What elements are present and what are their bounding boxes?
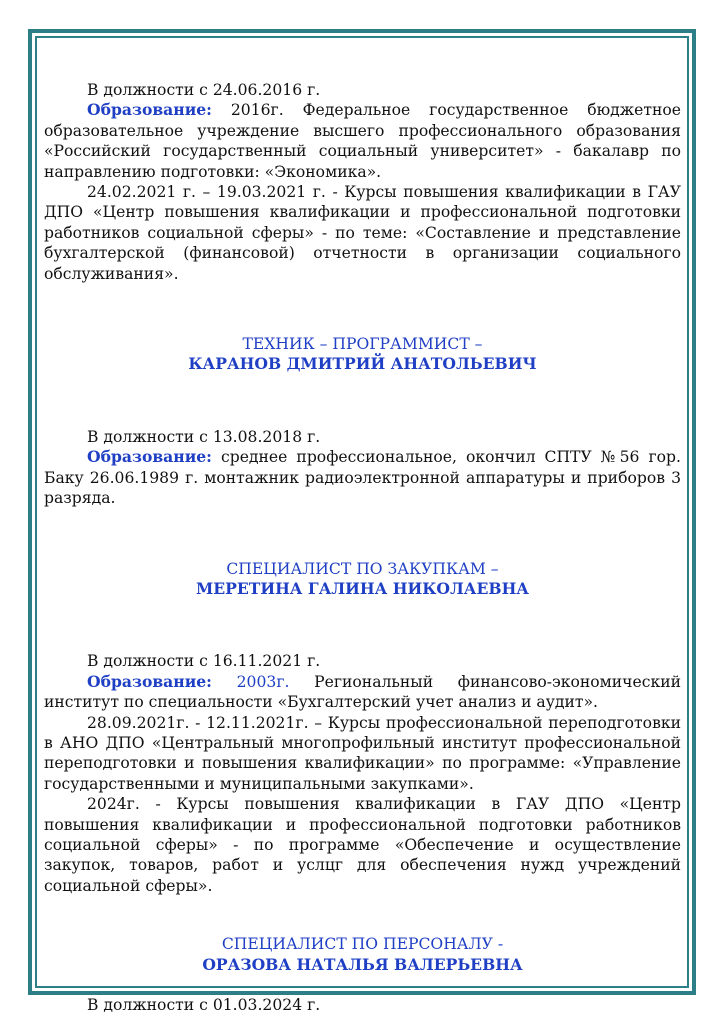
employee-name: ОРАЗОВА НАТАЛЬЯ ВАЛЕРЬЕВНА bbox=[202, 954, 523, 974]
position-since-3: В должности с 16.11.2021 г. bbox=[87, 652, 321, 671]
position-title: ТЕХНИК – ПРОГРАММИСТ – bbox=[242, 335, 483, 354]
employee-name: МЕРЕТИНА ГАЛИНА НИКОЛАЕВНА bbox=[195, 578, 530, 598]
education-text: 2016г. Федеральное государственное бюджетное образовательное учреждение высшего профессионального образования «Российский государственный социальный университет» - бакалавр по направлению подготовки: «Экономика». bbox=[44, 101, 681, 181]
course-3b: 2024г. - Курсы повышения квалификации в ГАУ ДПО «Центр повышения квалификации и профессиональной подготовки работников социальной сферы» - по программе «Обеспечение и осуществление закупок, товаров, работ и услцг для обеспечения нужд учреждений социальной сферы». bbox=[44, 795, 681, 895]
heading-programmer bbox=[44, 334, 681, 375]
document-body bbox=[44, 80, 681, 1015]
education-year: 2003г. bbox=[211, 672, 290, 691]
education-label: Образование: bbox=[87, 671, 212, 691]
education-text: среднее профессиональное, окончил СПТУ №56 гор. Баку 26.06.1989 г. монтажник радиоэлектронной аппаратуры и приборов 3 разряда. bbox=[44, 448, 681, 508]
education-label: Образование: bbox=[87, 447, 212, 467]
heading-personnel bbox=[44, 934, 681, 975]
course-3a: 28.09.2021г. - 12.11.2021г. – Курсы профессиональной переподготовки в АНО ДПО «Центральный многопрофильный институт профессиональной переподготовки и повышения квалификации» по программе: «Управление государственными и муниципальными закупками». bbox=[44, 713, 681, 793]
course-1: 24.02.2021 г. – 19.03.2021 г. - Курсы повышения квалификации в ГАУ ДПО «Центр повышения квалификации и профессиональной подготовки работников социальной сферы» - по теме: «Составление и представление бухгалтерской (финансовой) отчетности в организации социального обслуживания». bbox=[44, 183, 681, 283]
education-1 bbox=[44, 100, 681, 182]
education-label: Образование: bbox=[87, 100, 212, 120]
employee-name: КАРАНОВ ДМИТРИЙ АНАТОЛЬЕВИЧ bbox=[188, 354, 537, 374]
heading-procurement bbox=[44, 559, 681, 600]
position-since-1: В должности с 24.06.2016 г. bbox=[87, 81, 321, 99]
position-since-4: В должности с 01.03.2024 г. bbox=[87, 996, 321, 1014]
education-2 bbox=[44, 447, 681, 508]
position-title: СПЕЦИАЛИСТ ПО ЗАКУПКАМ – bbox=[226, 559, 499, 578]
position-title: СПЕЦИАЛИСТ ПО ПЕРСОНАЛУ - bbox=[221, 935, 504, 954]
position-since-2: В должности с 13.08.2018 г. bbox=[87, 427, 321, 446]
education-3 bbox=[44, 672, 681, 713]
education-text: Региональный финансово-экономический институт по специальности «Бухгалтерский учет анализ и аудит». bbox=[44, 672, 681, 712]
